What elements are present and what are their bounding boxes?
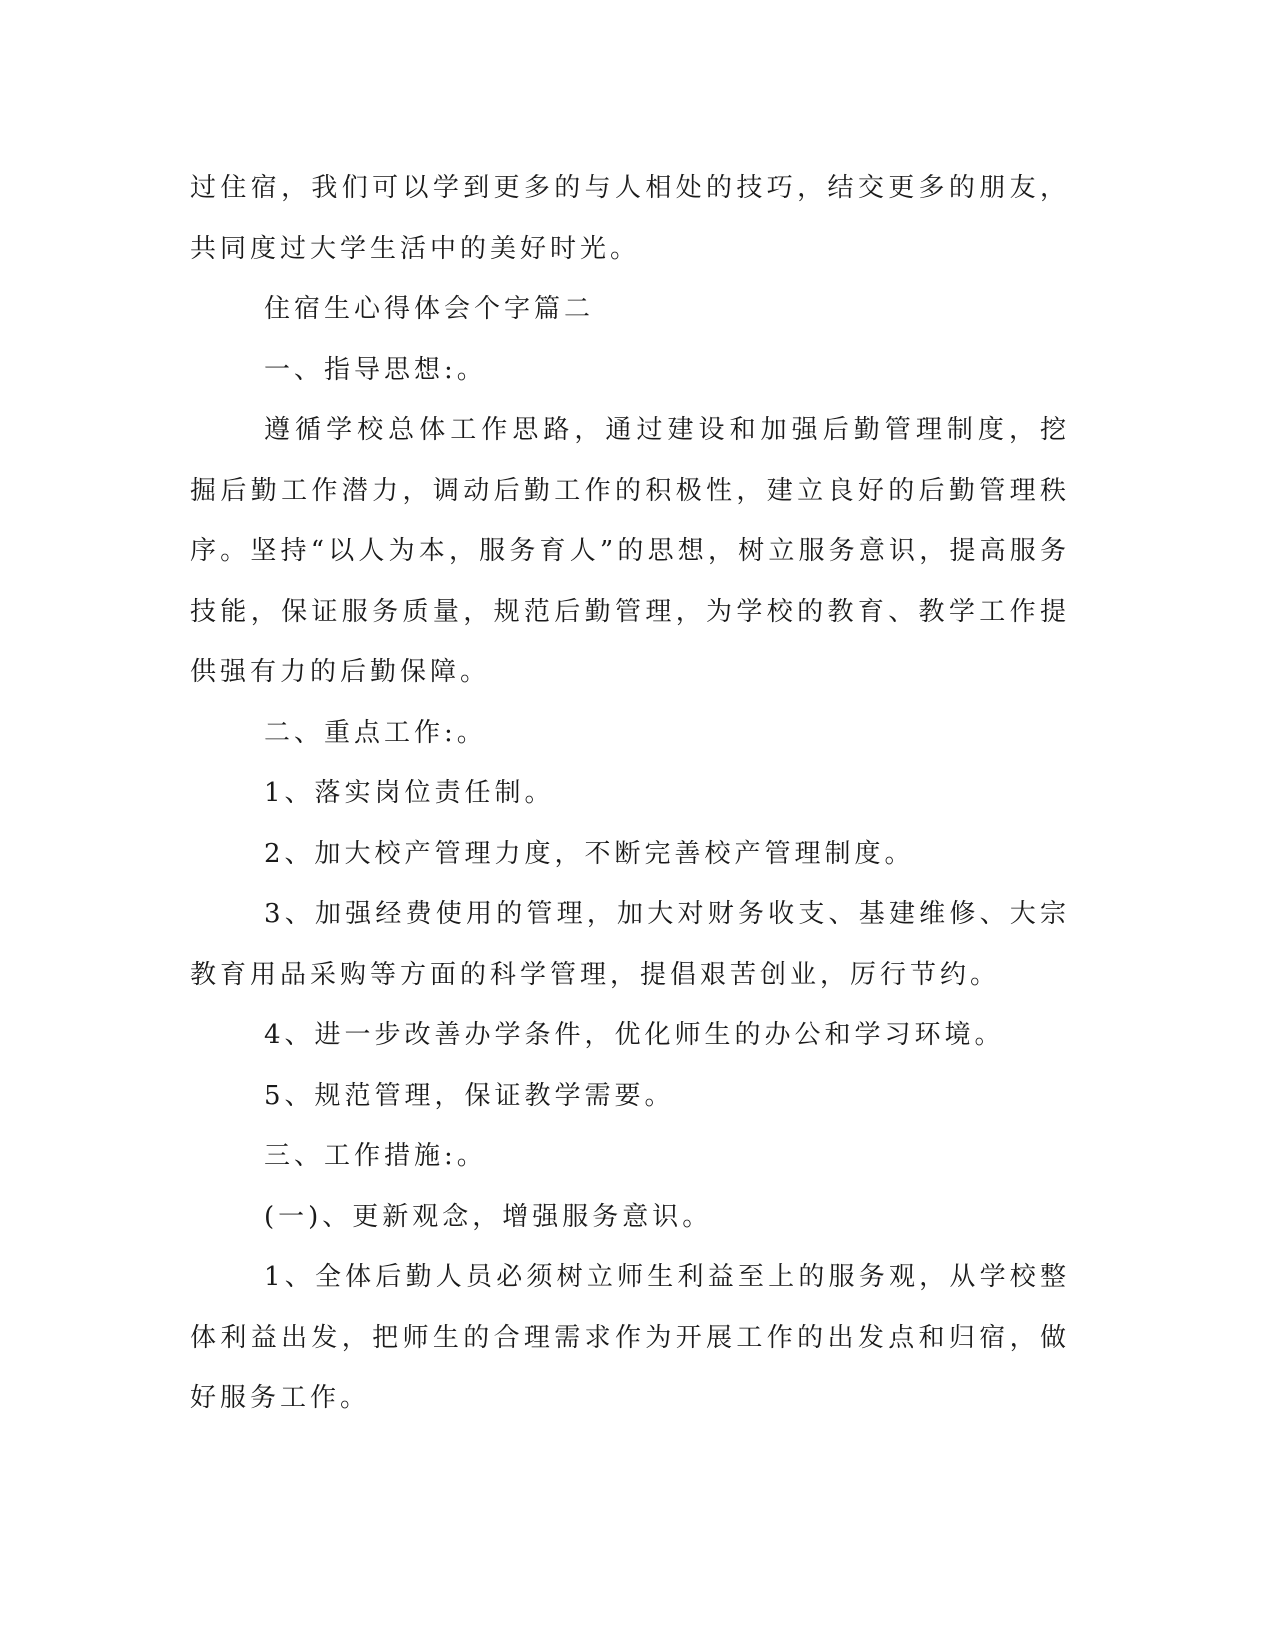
heading-guiding-ideology: 一、指导思想:。 bbox=[264, 354, 487, 385]
paragraph-guiding-ideology: 遵循学校总体工作思路，通过建设和加强后勤管理制度，挖掘后勤工作潜力，调动后勤工作的积极性，建立良好的后勤管理秩序。坚持“以人为本，服务育人”的思想，树立服务意识，提高服务技能，保证服务质量，规范后勤管理，为学校的教育、教学工作提供强有力的后勤保障。 bbox=[190, 415, 1070, 687]
heading-key-work: 二、重点工作:。 bbox=[264, 717, 487, 748]
list-item-key-work-5: 5、规范管理，保证教学需要。 bbox=[264, 1080, 675, 1111]
list-item-key-work-4: 4、进一步改善办学条件，优化师生的办公和学习环境。 bbox=[264, 1020, 1005, 1050]
list-item-key-work-3: 3、加强经费使用的管理，加大对财务收支、基建维修、大宗教育用品采购等方面的科学管理，提倡艰苦创业，厉行节约。 bbox=[190, 899, 1070, 990]
list-item-key-work-2: 2、加大校产管理力度，不断完善校产管理制度。 bbox=[264, 838, 915, 869]
section-title: 住宿生心得体会个字篇二 bbox=[264, 294, 595, 324]
list-item-measure-1: 1、全体后勤人员必须树立师生利益至上的服务观，从学校整体利益出发，把师生的合理需求作为开展工作的出发点和归宿，做好服务工作。 bbox=[190, 1262, 1070, 1413]
heading-work-measures: 三、工作措施:。 bbox=[264, 1141, 487, 1171]
paragraph-continuation: 过住宿，我们可以学到更多的与人相处的技巧，结交更多的朋友，共同度过大学生活中的美好时光。 bbox=[190, 173, 1070, 264]
list-item-key-work-1: 1、落实岗位责任制。 bbox=[264, 778, 555, 808]
subheading-update-concepts: (一)、更新观念，增强服务意识。 bbox=[264, 1201, 713, 1232]
document-body bbox=[190, 158, 1070, 1429]
